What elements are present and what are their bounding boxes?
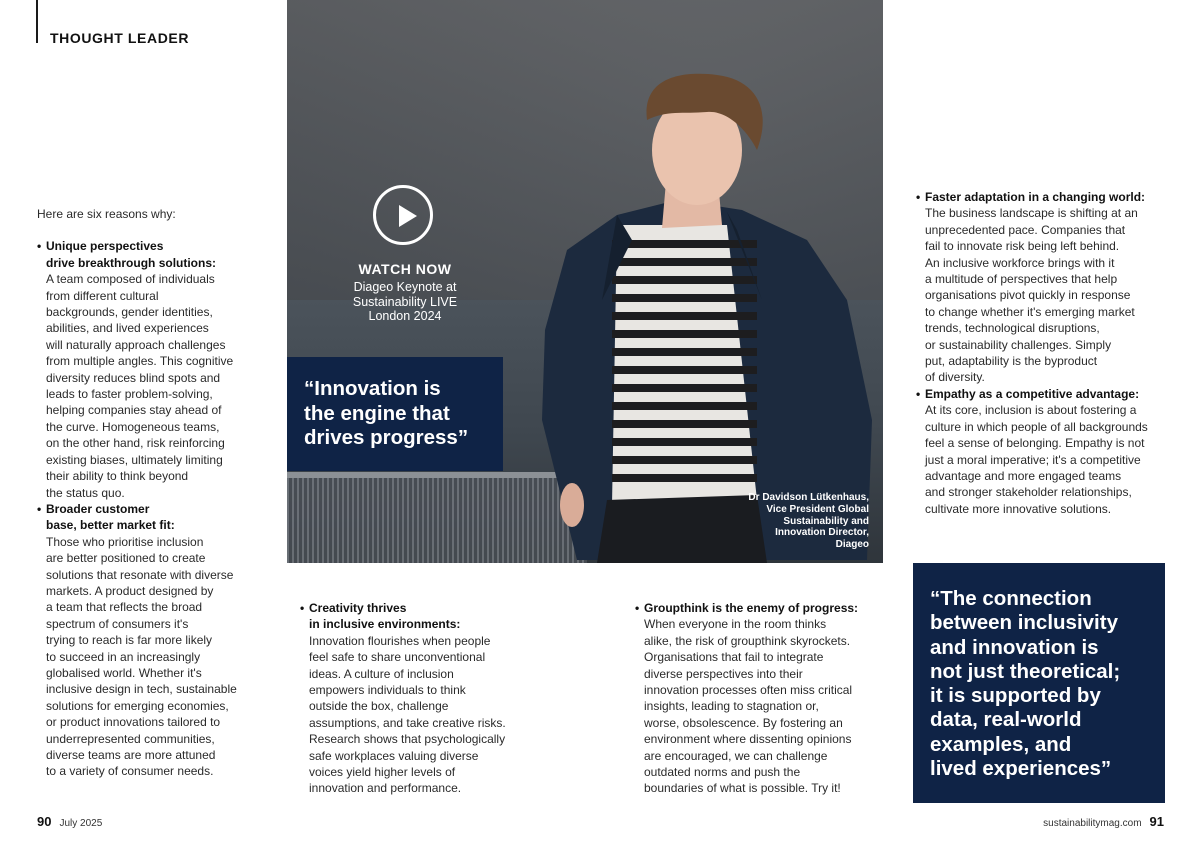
column-right [916,189,1176,517]
footer-left [37,814,102,829]
bullet-groupthink [635,600,880,797]
issue-date: July 2025 [59,818,103,829]
section-label: THOUGHT LEADER [50,30,190,46]
watch-now-subtitle[interactable]: Diageo Keynote at Sustainability LIVE London 2024 [352,280,458,323]
bullet-title: • Empathy as a competitive advantage: [925,386,1176,402]
footer-right [1043,814,1164,829]
section-rule [36,0,38,43]
bullet-faster-adaptation [916,189,1176,386]
bullet-body: A team composed of individuals from different cultural backgrounds, gender identities, abilities, and lived experiences will naturally approach challenges from multiple angles. This cognitive diversity reduces blind spots and leads to faster problem-solving, helping companies stay ahead of the curve. Homogeneous teams, on the other hand, risk reinforcing existing biases, ultimately limiting their ability to think beyond the status quo. [46,272,234,500]
play-icon[interactable] [373,185,433,245]
bullet-creativity [300,600,530,797]
bullet-body: Those who prioritise inclusion are better positioned to create solutions that resonate with diverse markets. A product designed by a team that reflects the broad spectrum of consumers it's trying to reach is far more likely to succeed in an increasingly globalised world. Whether it's inclusive design in tech, sustainable solutions for emerging economies, or product innovations tailored to underrepresented communities, diverse teams are more attuned to a variety of consumer needs. [46,534,237,779]
page-number-right: 91 [1149,814,1164,829]
pull-quote-connection: “The connection between inclusivity and innovation is not just theoretical; it is supported by data, real-world examples, and lived experiences” [913,563,1165,803]
photo-caption: Dr Davidson Lütkenhaus, Vice President Global Sustainability and Innovation Director, Diageo [748,492,869,551]
bullet-title: • Unique perspectives drive breakthrough solutions: [46,238,255,271]
bullet-title: • Broader customer base, better market fit: [46,501,255,534]
bullet-title: • Creativity thrives in inclusive environments: [309,600,530,633]
bullet-unique-perspectives [37,238,255,501]
bullet-body: The business landscape is shifting at an unprecedented pace. Companies that fail to innovate risk being left behind. An inclusive workforce brings with it a multitude of perspectives that help organisations pivot quickly in response to change whether it's emerging market trends, technological disruptions, or sustainability challenges. Simply put, adaptability is the byproduct of diversity. [925,206,1138,385]
column-center-left [300,600,530,797]
bullet-empathy [916,386,1176,517]
column-center-right [635,600,880,797]
pull-quote-innovation: “Innovation is the engine that drives progress” [287,357,503,471]
bullet-body: At its core, inclusion is about fostering a culture in which people of all backgrounds feel a sense of belonging. Empathy is not just a moral imperative; it's a competitive advantage and more engaged teams and stronger stakeholder relationships, cultivate more innovative solutions. [925,403,1148,516]
bullet-broader-customer [37,501,255,780]
bullet-title: • Groupthink is the enemy of progress: [644,600,880,616]
bullet-body: When everyone in the room thinks alike, the risk of groupthink skyrockets. Organisations that fail to integrate diverse perspectives into their innovation processes often miss critical insights, leading to stagnation or, worse, obsolescence. By fostering an environment where dissenting opinions are encouraged, we can challenge outdated norms and push the boundaries of what is possible. Try it! [644,617,853,796]
watch-now-title[interactable]: WATCH NOW [358,261,452,277]
bullet-title: • Faster adaptation in a changing world: [925,189,1176,205]
column-left [37,206,255,780]
site-url[interactable]: sustainabilitymag.com [1043,818,1142,829]
page-number-left: 90 [37,814,52,829]
bullet-body: Innovation flourishes when people feel safe to share unconventional ideas. A culture of inclusion empowers individuals to think outside the box, challenge assumptions, and take creative risks. Research shows that psychologically safe workplaces valuing diverse voices yield higher levels of innovation and performance. [309,633,506,796]
intro-text: Here are six reasons why: [37,207,176,221]
